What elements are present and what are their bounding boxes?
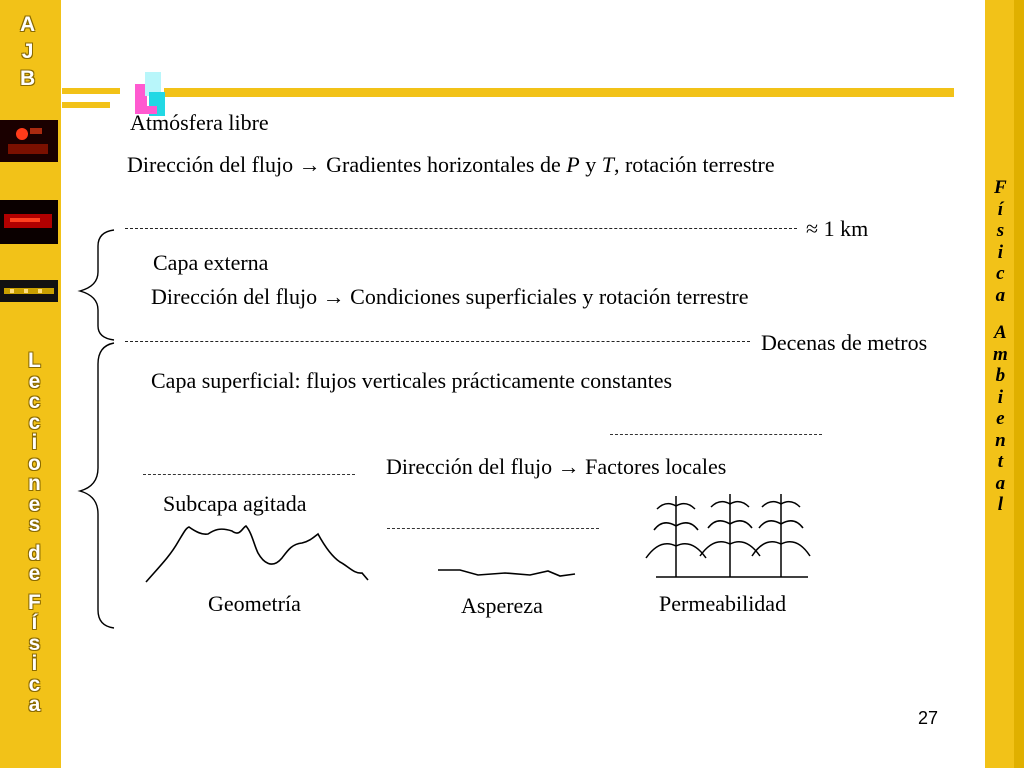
roughness-line	[438, 570, 575, 576]
sidebar-left-bottom-letter-16: i	[31, 652, 38, 675]
brace-upper	[80, 230, 114, 340]
sidebar-left-bottom-letter-10: d	[28, 541, 41, 565]
sidebar-right-letter-8: m	[993, 343, 1008, 365]
sidebar-title-ajb	[20, 14, 35, 95]
sidebar-left-bottom-letter-11: e	[28, 562, 41, 585]
sidebar-left-bottom-letter-2: c	[28, 390, 41, 413]
sidebar-right-letter-7: A	[994, 322, 1007, 343]
sidebar-right-letter-15: l	[997, 494, 1004, 515]
sidebar-right-letter-12: n	[995, 429, 1006, 451]
divider-local-top	[610, 434, 822, 435]
sidebar-right-letter-5: a	[995, 284, 1006, 306]
sidebar-left-bottom-letter-3: c	[28, 410, 41, 434]
thumbnail-image-3	[0, 280, 58, 302]
sidebar-left-bottom-letter-13: F	[28, 590, 41, 614]
sidebar-right-letter-9: b	[995, 365, 1006, 386]
page-number: 27	[918, 708, 939, 728]
km-label: ≈ 1 km	[806, 216, 869, 241]
sidebar-left-bottom-letter-6: n	[28, 472, 41, 495]
sidebar-right-letter-1: í	[997, 198, 1004, 220]
sidebar-left-top-letter-1: J	[21, 40, 34, 63]
sidebar-left-bottom-letter-7: e	[28, 492, 41, 516]
sidebar-fisica-ambiental	[993, 178, 1008, 517]
permeabilidad-label: Permeabilidad	[659, 591, 787, 616]
sidebar-right-letter-2: s	[996, 220, 1005, 241]
plant-3	[752, 494, 810, 577]
geometria-label: Geometría	[208, 591, 301, 616]
sidebar-lecciones-de-fisica	[28, 350, 41, 715]
sidebar-left-bottom-letter-4: i	[31, 431, 38, 454]
sidebar-left-bottom-letter-18: a	[28, 693, 41, 716]
sidebar-right-letter-0: F	[994, 177, 1007, 198]
header-rule-left-bottom	[62, 102, 110, 108]
sidebar-left-bottom-letter-8: s	[28, 513, 41, 536]
sidebar-right-letter-3: i	[997, 241, 1004, 263]
direccion-flujo-libre: Dirección del flujo → Gradientes horizontales de P y T, rotación terrestre	[127, 152, 775, 177]
direccion-flujo-local: Dirección del flujo → Factores locales	[386, 454, 727, 479]
sidebar-right-letter-11: e	[996, 408, 1005, 429]
divider-subcapa	[143, 474, 355, 475]
plant-2	[700, 494, 760, 577]
divider-1km	[125, 228, 797, 229]
direccion-flujo-externa: Dirección del flujo → Condiciones superficiales y rotación terrestre	[151, 284, 749, 309]
sidebar-right-letter-14: a	[995, 472, 1006, 494]
geometry-terrain-line	[146, 526, 368, 582]
atmosfera-libre-label: Atmósfera libre	[130, 110, 269, 135]
capa-superficial-label: Capa superficial: flujos verticales prácticamente constantes	[151, 368, 673, 393]
sidebar-left-bottom-letter-14: í	[31, 611, 38, 634]
header-rule-thick	[164, 88, 954, 97]
sidebar-left-bottom-letter-17: c	[28, 672, 41, 696]
aspereza-label: Aspereza	[461, 593, 543, 618]
sidebar-left-top-letter-0: A	[20, 13, 36, 36]
brace-lower	[80, 343, 114, 628]
thumbnail-3-graphic	[0, 280, 58, 302]
plant-1	[646, 496, 706, 577]
decenas-label: Decenas de metros	[761, 330, 928, 355]
divider-aspereza	[387, 528, 599, 529]
capa-externa-label: Capa externa	[153, 250, 269, 275]
sidebar-right-letter-10: i	[997, 386, 1004, 408]
thumbnail-1-graphic	[0, 120, 58, 162]
sidebar-left-top-letter-2: B	[20, 67, 36, 90]
thumbnail-image-1	[0, 120, 58, 162]
right-sidebar-edge	[1014, 0, 1024, 768]
sidebar-right-letter-13: t	[997, 451, 1004, 472]
divider-decenas	[125, 341, 750, 342]
subcapa-agitada-label: Subcapa agitada	[163, 491, 307, 516]
header-rule-left-top	[62, 88, 120, 94]
sidebar-left-bottom-letter-15: s	[28, 631, 41, 655]
sidebar-left-bottom-letter-1: e	[28, 369, 41, 393]
sidebar-left-bottom-letter-5: o	[28, 451, 41, 475]
sidebar-right-letter-4: c	[996, 263, 1005, 284]
thumbnail-image-2	[0, 200, 58, 244]
sidebar-left-bottom-letter-0: L	[28, 349, 41, 372]
thumbnail-2-graphic	[0, 200, 58, 244]
